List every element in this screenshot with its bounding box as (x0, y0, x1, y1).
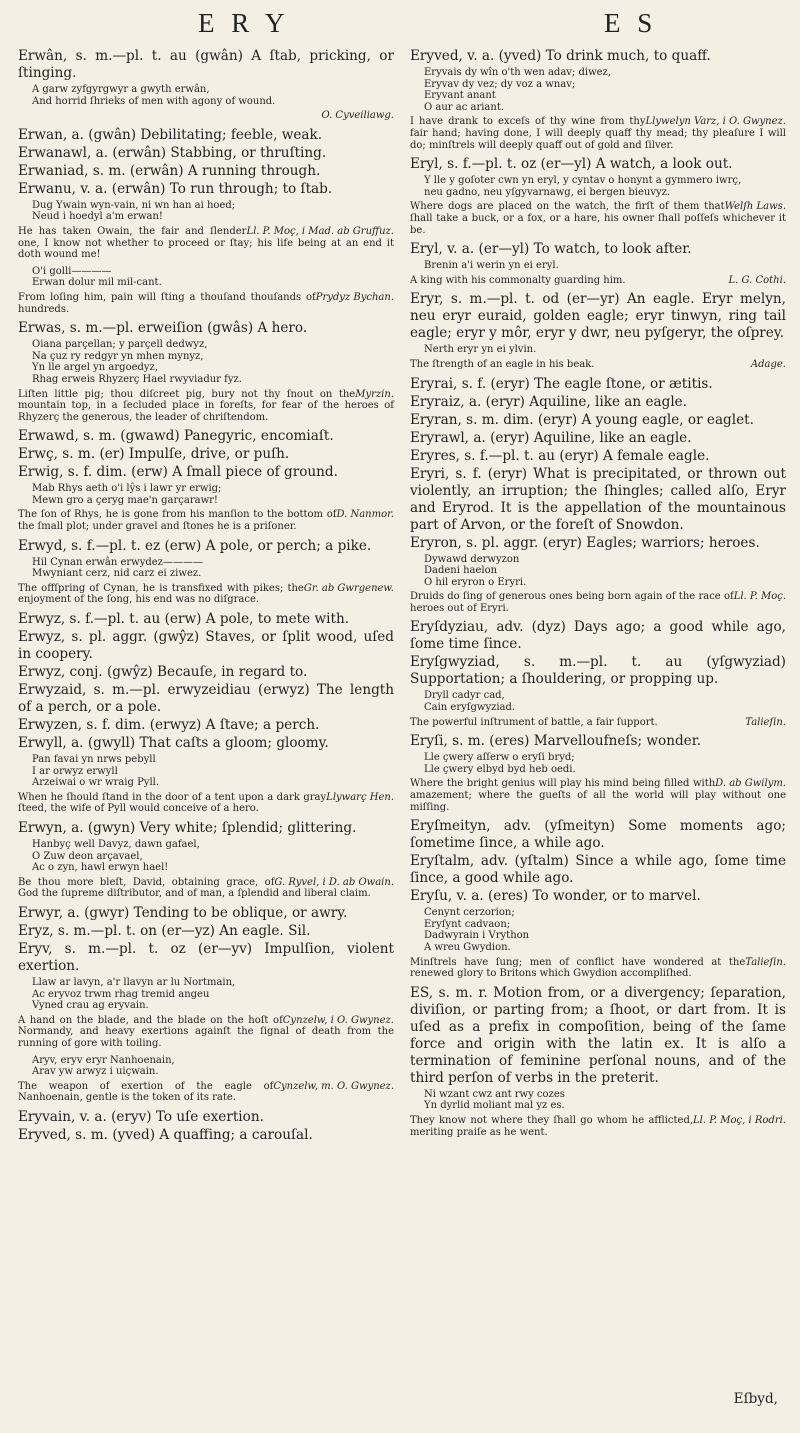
source-citation: Ll. P. Moç, i Rodri. (693, 1114, 786, 1126)
welsh-quotation (32, 557, 394, 580)
translation-text: He has taken Owain, the fair and ſlender one, I know not whether to proceed or ſtay; his life being at an end it doth wound me! (18, 225, 394, 261)
translation (18, 1015, 394, 1050)
welsh-quotation (424, 690, 786, 713)
dictionary-entry: Eryres, s. f.—pl. t. au (eryr) A female eagle. (410, 447, 710, 464)
welsh-quotation (32, 84, 394, 107)
dictionary-entry: Erwyn, a. (gwyn) Very white; ſplendid; glittering. (18, 820, 357, 836)
source-citation: Adage. (750, 358, 786, 370)
dictionary-entry: Erwyll, a. (gwyll) That caſts a gloom; gloomy. (18, 735, 329, 752)
welsh-quotation (32, 754, 394, 789)
quote-line: Dug Ywain wyn-vain, ni wn han ai hoed; (32, 199, 236, 211)
translation (18, 110, 394, 122)
source-citation: Ll. P. Moç, i Mad. ab Gruffuz. (246, 225, 394, 237)
translation (18, 1081, 394, 1104)
quote-line: Neud i hoedyl a'm erwan! (32, 211, 163, 223)
quote-line: Ac o zyn, hawl erwyn hael! (32, 862, 169, 874)
dictionary-entry: Eryſu, v. a. (eres) To wonder, or to marvel. (410, 888, 701, 905)
columns (18, 48, 786, 1145)
translation-text: Liſten little pig; thou diſcreet pig, bury not thy ſnout on the mountain top, in a ſecluded place in foreſts, for fear of the heroes of Rhyzerç the generous, the leader of chriſtendom. (18, 388, 394, 423)
welsh-quotation (424, 554, 786, 589)
quote-line: Arzeiwai o wr wraig Pyll. (32, 777, 160, 789)
source-citation: Prydyz Bychan. (315, 291, 394, 303)
dictionary-entry: Erwaniad, s. m. (erwân) A running through. (18, 162, 321, 179)
dictionary-entry: Eryſtalm, adv. (yſtalm) Since a while ago, ſome time ſince, a good while ago. (410, 853, 786, 887)
translation (410, 717, 786, 729)
translation-text: The ſon of Rhys, he is gone from his manſion to the bottom of the ſmall plot; under gravel and ſtones he is a priſoner. (18, 509, 337, 533)
dictionary-entry: Erwig, s. f. dim. (erw) A ſmall piece of ground. (18, 464, 338, 481)
source-citation: Ll. P. Moç. (733, 591, 786, 603)
quote-line: O aur ac ariant. (424, 101, 505, 113)
quote-line: Cenynt cerzorion; (424, 907, 515, 919)
source-citation: Talieſin. (745, 956, 786, 968)
source-citation: Myrzin. (355, 388, 394, 400)
quote-line: Lle çwery elbyd byd heb oedi. (424, 763, 576, 775)
quote-line: Yn dyrlid moliant mal yz es. (424, 1100, 565, 1112)
dictionary-entry: Eryvain, v. a. (eryv) To uſe exertion. (18, 1108, 264, 1125)
quote-line: Aryv, eryv eryr Nanhoenain, (32, 1054, 175, 1066)
dictionary-entry: Erwyzaid, s. m.—pl. erwyzeidiau (erwyz) The length of a perch, or a pole. (18, 682, 394, 716)
quote-line: O'i golli———— (32, 265, 112, 277)
dictionary-entry: Erwyzen, s. f. dim. (erwyz) A ſtave; a perch. (18, 717, 320, 734)
translation (410, 957, 786, 980)
dictionary-entry: Erwyz, conj. (gwŷz) Becauſe, in regard to. (18, 664, 308, 681)
translation-text: Where the bright genius will play his mind being filled with amazement; where the gueſts of all the world will play without one miſſing. (410, 778, 786, 813)
translation (410, 116, 786, 151)
quote-line: Dryll cadyr cad, (424, 690, 505, 702)
welsh-quotation (424, 344, 786, 356)
quote-line: Arav yw arwyz i uiçwain. (32, 1066, 159, 1078)
dictionary-entry: Eryrai, s. f. (eryr) The eagle ſtone, or ætitis. (410, 375, 713, 392)
translation-text: I have drank to exceſs of thy wine from thy fair hand; having done, I will deeply quaff thy mead; thy pleaſure I will do; minſtrels will deeply quaff out of gold and ſilver. (410, 116, 786, 151)
translation-text: Be thou more bleſt, David, obtaining grace, of God the ſupreme diſtributor, and of man, a ſplendid and liberal claim. (18, 876, 371, 900)
quote-line: Dywawd derwyzon (424, 553, 520, 565)
translation (18, 292, 394, 315)
quote-line: Lle çwery aſſerw o eryſi bryd; (424, 752, 575, 764)
source-citation: L. G. Cothi. (728, 274, 786, 286)
translation-text: Minſtrels have ſung; men of conflict have wondered at the renewed glory to Britons which Gwydion accompliſhed. (410, 956, 746, 980)
quote-line: Ni wzant cwz ant rwy cozes (424, 1088, 565, 1100)
translation (410, 778, 786, 813)
source-citation: Llywarç Hen. (326, 791, 394, 803)
welsh-quotation (424, 907, 786, 953)
translation-text: The weapon of exertion of the eagle of Nanhoenain, gentle is the token of its rate. (18, 1080, 274, 1104)
dictionary-entry: Erwas, s. m.—pl. erweiſion (gwâs) A hero. (18, 320, 308, 337)
quote-line: Llaw ar lavyn, a'r llavyn ar lu Nortmain, (32, 976, 236, 988)
left-column (18, 48, 394, 1145)
source-citation: G. Ryvel, i D. ab Owain. (274, 876, 394, 888)
welsh-quotation (32, 266, 394, 289)
translation (18, 792, 394, 815)
quote-line: Yn lle argel yn argoedyz, (32, 362, 159, 374)
translation-text: When he ſhould ſtand in the door of a tent upon a dark gray ſteed, the wife of Pyll would conceive of a hero. (18, 791, 327, 815)
dictionary-entry: Erwç, s. m. (er) Impulſe, drive, or puſh. (18, 446, 290, 463)
quote-line: Oiana parçellan; y parçell dedwyz, (32, 339, 208, 351)
quote-line: Hanbyç well Davyz, dawn gafael, (32, 839, 200, 850)
quote-line: I ar orwyz erwyll (32, 765, 118, 777)
dictionary-entry: Erwyz, s. f.—pl. t. au (erw) A pole, to mete with. (18, 611, 350, 628)
welsh-quotation (32, 977, 394, 1012)
translation-text: A hand on the blade, and the blade on the hoſt of Normandy, and heavy exertions againſt the ſignal of death from the running of gore with toiling. (18, 1014, 394, 1049)
translation (410, 1115, 786, 1138)
translation (18, 877, 394, 900)
quote-line: Y lle y goſoter cwn yn eryl, y cyntav o honynt a gymmero iwrç, (424, 175, 742, 187)
dictionary-entry: Eryved, v. a. (yved) To drink much, to quaff. (410, 48, 711, 64)
dictionary-entry: Eryron, s. pl. aggr. (eryr) Eagles; warriors; heroes. (410, 534, 760, 551)
translation (410, 591, 786, 614)
translation-text: The offſpring of Cynan, he is transfixed with pikes; the enjoyment of the ſong, his end was no diſgrace. (18, 582, 304, 606)
dictionary-entry: Erwân, s. m.—pl. t. au (gwân) A ſtab, pricking, or ſtinging. (18, 48, 394, 81)
quote-line: A wreu Gwydion. (424, 942, 511, 953)
quote-line: Ac eryvoz trwm rhag tremid angeu (32, 988, 210, 1000)
dictionary-entry: Erwan, a. (gwân) Debilitating; feeble, weak. (18, 126, 323, 143)
quote-line: Eryſynt cadvaon; (424, 918, 511, 930)
dictionary-entry: Erwyd, s. f.—pl. t. ez (erw) A pole, or perch; a pike. (18, 537, 372, 554)
running-head (18, 8, 786, 48)
source-citation: Cynzelw, m. O. Gwynez. (273, 1080, 394, 1092)
quote-line: Eryvav dy vez; dy voz a wnav; (424, 78, 576, 90)
dictionary-entry: Eryl, s. f.—pl. t. oz (er—yl) A watch, a look out. (410, 156, 733, 173)
running-head-left: E R Y (198, 8, 290, 38)
source-citation: D. Nanmor. (336, 509, 394, 521)
dictionary-entry: Eryſi, s. m. (eres) Marvelloufneſs; wonder. (410, 733, 702, 750)
running-head-right: E S (604, 8, 658, 38)
dictionary-entry: Eryved, s. m. (yved) A quaffing; a carouſal. (18, 1126, 313, 1143)
quote-line: Mewn gro a çeryg mae'n garçarawr! (32, 494, 218, 506)
quote-line: Eryvais dy wîn o'th wen adav; diwez, (424, 67, 612, 78)
welsh-quotation (32, 483, 394, 506)
translation-text: From loſing him, pain will ſting a thouſand thouſands of hundreds. (18, 291, 316, 315)
quote-line: Hil Cynan erwân erwydez———— (32, 556, 203, 568)
welsh-quotation (424, 175, 786, 198)
source-citation: D. ab Gwilym. (715, 778, 786, 790)
dictionary-entry: Eryr, s. m.—pl. t. od (er—yr) An eagle. Eryr melyn, neu eryr euraid, golden eagle; eryr tinwyn, ring tail eagle; eryr y môr, eryr y dwr, neu pyſgeryr, the oſprey. (410, 291, 786, 342)
quote-line: Mab Rhys aeth o'i lŷs i lawr yr erwig; (32, 483, 222, 495)
quote-line: Dadwyrain i Vrython (424, 930, 530, 942)
dictionary-entry: Eryv, s. m.—pl. t. oz (er—yv) Impulſion, violent exertion. (18, 940, 394, 974)
dictionary-entry: Eryran, s. m. dim. (eryr) A young eagle, or eaglet. (410, 411, 754, 428)
source-citation: Llywelyn Varz, i O. Gwynez. (645, 116, 786, 128)
quote-line: Rhag erweis Rhyzerç Hael rwyviadur fyz. (32, 373, 242, 385)
source-citation: O. Cyveiliawg. (321, 110, 394, 122)
translation-text: Druids do ſing of generous ones being born again of the race of heroes out of Eryri. (410, 591, 734, 614)
translation-text: The ſtrength of an eagle in his beak. (410, 358, 595, 370)
dictionary-entry: Eryl, v. a. (er—yl) To watch, to look after. (410, 241, 692, 258)
quote-line: O hil eryron o Eryri. (424, 576, 527, 588)
quote-line: Na çuz ry redgyr yn mhen mynyz, (32, 350, 204, 362)
quote-line: Eryvant anant (424, 90, 496, 102)
translation-text: They know not where they ſhall go whom he afflicted, meriting praiſe as he went. (410, 1114, 694, 1138)
welsh-quotation (424, 752, 786, 775)
dictionary-entry: Erwawd, s. m. (gwawd) Panegyric, encomiaſt. (18, 428, 334, 445)
translation (18, 509, 394, 532)
welsh-quotation (32, 339, 394, 385)
dictionary-entry: Eryſmeityn, adv. (yſmeityn) Some moments ago; ſometime ſince, a while ago. (410, 818, 786, 852)
dictionary-entry: Eryſdyziau, adv. (dyz) Days ago; a good while ago, ſome time ſince. (410, 619, 786, 653)
translation (410, 359, 786, 371)
quote-line: Dadeni haelon (424, 565, 498, 577)
quote-line: Nerth eryr yn ei ylvin. (424, 344, 537, 356)
quote-line: Pan favai yn nrws pebyll (32, 754, 156, 766)
welsh-quotation (424, 1089, 786, 1112)
quote-line: O Zuw deon arçavael, (32, 850, 143, 862)
source-citation: Gr. ab Gwrgenew. (303, 582, 394, 594)
dictionary-entry: Eryrawl, a. (eryr) Aquiline, like an eagle. (410, 429, 692, 446)
translation-text: Where dogs are placed on the watch, the firſt of them that ſhall take a buck, or a fox, or a hare, his owner ſhall poſſeſs whichever it be. (410, 201, 786, 236)
translation-text: A king with his commonalty guarding him. (410, 274, 626, 286)
translation (410, 201, 786, 236)
dictionary-entry: Eryz, s. m.—pl. t. on (er—yz) An eagle. Sil. (18, 922, 311, 939)
welsh-quotation (32, 839, 394, 874)
translation (18, 583, 394, 606)
source-citation: Talieſin. (745, 716, 786, 728)
quote-line: A garw zyfgyrgwyr a gwyth erwân, (32, 84, 210, 95)
dictionary-entry: Erwanu, v. a. (erwân) To run through; to ſtab. (18, 180, 333, 197)
welsh-quotation (424, 67, 786, 113)
quote-line: Erwan dolur mil mil-cant. (32, 277, 162, 289)
quote-line: Brenin a'i werin yn ei eryl. (424, 260, 559, 272)
welsh-quotation (424, 260, 786, 272)
translation-text: The powerful inſtrument of battle, a fair ſupport. (410, 716, 658, 728)
welsh-quotation (32, 200, 394, 223)
quote-line: Vyned crau ag eryvain. (32, 1000, 149, 1012)
dictionary-entry: Eryraiz, a. (eryr) Aquiline, like an eagle. (410, 393, 688, 410)
dictionary-entry: Erwanawl, a. (erwân) Stabbing, or thruſting. (18, 144, 327, 161)
dictionary-entry: Eryſgwyziad, s. m.—pl. t. au (yſgwyziad) Supportation; a ſhouldering, or propping up. (410, 654, 786, 688)
dictionary-entry: Erwyz, s. pl. aggr. (gwŷz) Staves, or ſplit wood, uſed in coopery. (18, 629, 394, 663)
translation (410, 275, 786, 287)
right-column (410, 48, 786, 1145)
quote-line: And horrid ſhrieks of men with agony of wound. (32, 95, 276, 107)
quote-line: Mwyniant cerz, nid carz ei ziwez. (32, 568, 202, 580)
dictionary-entry: Erwyr, a. (gwyr) Tending to be oblique, or awry. (18, 904, 348, 921)
dictionary-entry: ES, s. m. r. Motion from, or a divergency; ſeparation, diviſion, or parting from; a ſhoot, or dart from. It is uſed as a prefix in compoſition, being of the ſame force and origin with the latin ex. It is alſo a termination of feminine perſonal nouns, and of the third perſon of verbs in the preterit. (410, 984, 786, 1086)
quote-line: Cain eryſgwyziad. (424, 702, 516, 714)
source-citation: Cynzelw, i O. Gwynez. (282, 1014, 394, 1026)
translation (18, 389, 394, 424)
quote-line: neu gadno, neu yſgyvarnawg, ei bergen bieuvyz. (424, 186, 671, 198)
dictionary-entry: Eryri, s. f. (eryr) What is precipitated, or thrown out violently, an irruption; the ſhingles; called alſo, Eryr and Eryrod. It is the appellation of the mountainous part of Arvon, or the foreſt of Snowdon. (410, 465, 786, 533)
catchword: Eſbyd, (733, 1391, 778, 1407)
welsh-quotation (32, 1055, 394, 1078)
source-citation: Welſh Laws. (724, 201, 786, 213)
translation (18, 226, 394, 261)
